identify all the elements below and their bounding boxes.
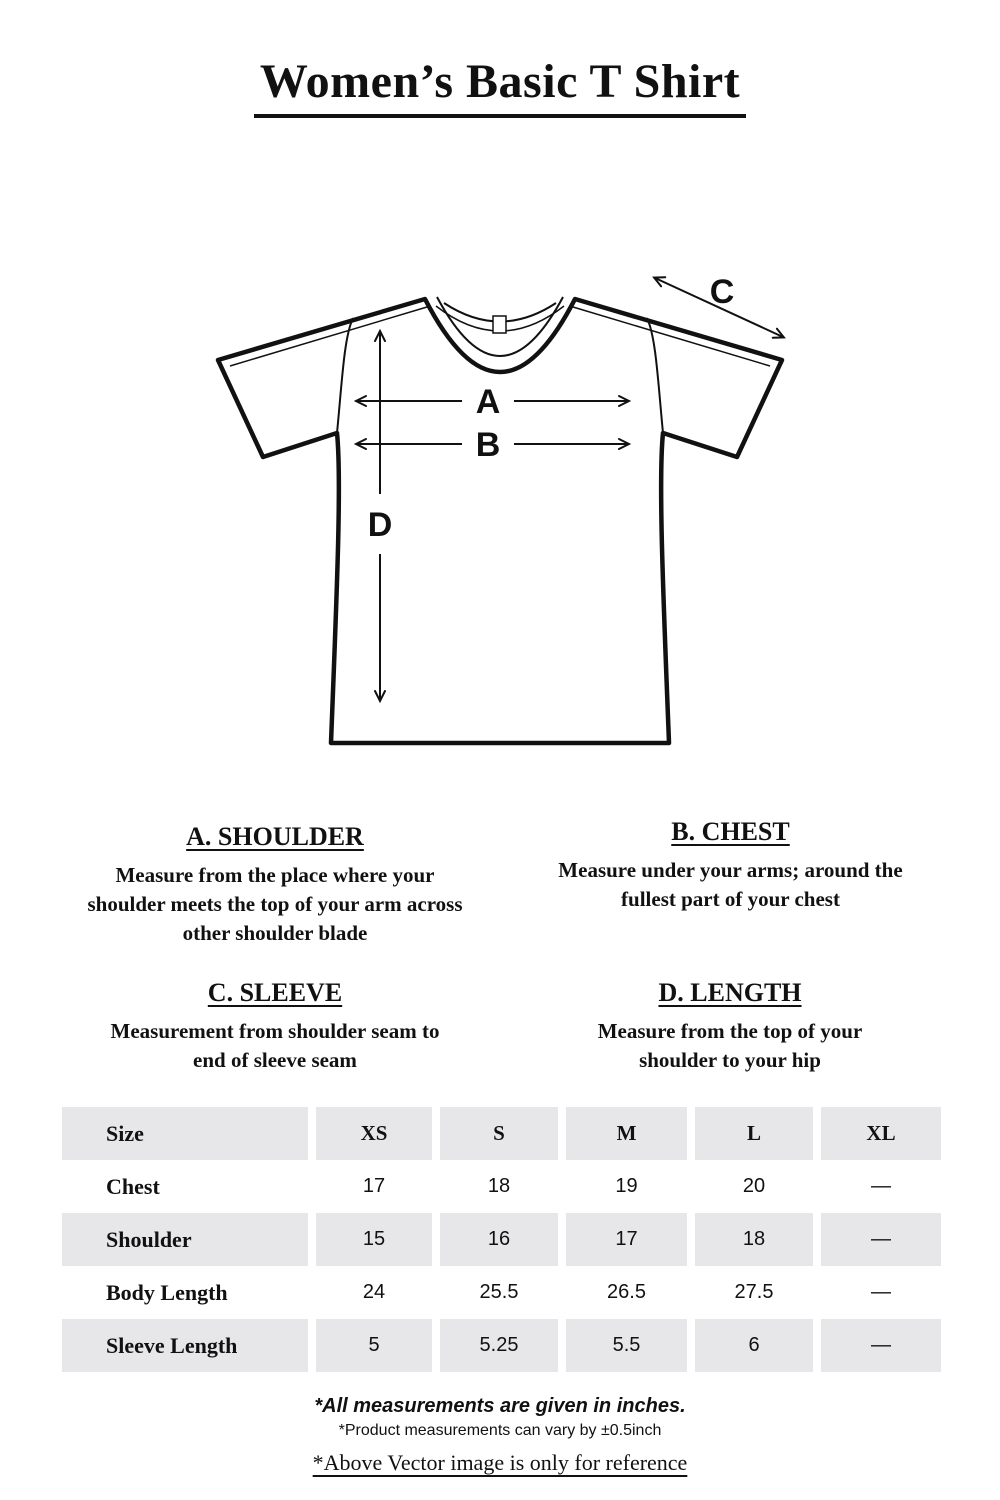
section-shoulder <box>75 822 475 948</box>
table-cell: 5.5 <box>566 1319 687 1372</box>
row-label: Sleeve Length <box>62 1319 308 1372</box>
row-label: Chest <box>106 1173 160 1199</box>
table-cell: 17 <box>362 1175 386 1197</box>
tshirt-diagram <box>190 252 810 762</box>
row-label: Body Length <box>106 1279 228 1305</box>
section-length <box>560 978 900 1075</box>
table-cell: 5.25 <box>440 1319 558 1372</box>
table-cell: 26.5 <box>607 1281 646 1303</box>
section-shoulder-text: Measure from the place where your shoulder meets the top of your arm across other shoulder blade <box>87 863 463 945</box>
label-a: A <box>475 383 501 421</box>
table-header-size: Size <box>62 1107 308 1160</box>
label-b: B <box>475 426 501 464</box>
footnote-reference: *Above Vector image is only for reference <box>312 1450 688 1475</box>
table-cell: 25.5 <box>479 1281 519 1303</box>
section-length-heading: D. LENGTH <box>658 978 802 1007</box>
table-cell: — <box>821 1213 941 1266</box>
section-sleeve-text: Measurement from shoulder seam to end of sleeve seam <box>110 1019 440 1072</box>
section-shoulder-heading: A. SHOULDER <box>186 822 364 851</box>
footnote-variance: *Product measurements can vary by ±0.5inch <box>338 1422 662 1439</box>
section-length-text: Measure from the top of your shoulder to your hip <box>597 1019 863 1072</box>
title-wrap <box>0 54 1000 118</box>
table-cell: 27.5 <box>734 1281 774 1303</box>
table-header-m: M <box>566 1107 687 1160</box>
section-chest-heading: B. CHEST <box>671 817 790 846</box>
table-cell: 17 <box>566 1213 687 1266</box>
table-cell: — <box>871 1175 891 1197</box>
section-chest <box>558 817 903 914</box>
table-cell: 5 <box>316 1319 432 1372</box>
table-header-l: L <box>695 1107 813 1160</box>
table-cell: — <box>871 1281 891 1303</box>
table-cell: 19 <box>615 1175 638 1197</box>
table-header-s: S <box>440 1107 558 1160</box>
size-table <box>62 1107 941 1372</box>
table-cell: 15 <box>316 1213 432 1266</box>
label-c: C <box>709 273 735 311</box>
table-cell: 18 <box>695 1213 813 1266</box>
label-d: D <box>367 506 393 544</box>
table-cell: 18 <box>487 1175 511 1197</box>
table-cell: 6 <box>695 1319 813 1372</box>
section-chest-text: Measure under your arms; around the fullest part of your chest <box>558 858 903 911</box>
table-cell: 24 <box>362 1281 386 1303</box>
row-label: Shoulder <box>62 1213 308 1266</box>
table-cell: 16 <box>440 1213 558 1266</box>
shirt-outline <box>218 299 782 743</box>
footnote-inches: *All measurements are given in inches. <box>314 1395 686 1417</box>
table-header-xs: XS <box>316 1107 432 1160</box>
table-cell: 20 <box>742 1175 766 1197</box>
section-sleeve <box>105 978 445 1075</box>
page-title: Women’s Basic T Shirt <box>254 54 746 118</box>
table-header-xl: XL <box>821 1107 941 1160</box>
table-cell: — <box>821 1319 941 1372</box>
section-sleeve-heading: C. SLEEVE <box>207 978 343 1007</box>
collar-tag <box>493 316 506 333</box>
